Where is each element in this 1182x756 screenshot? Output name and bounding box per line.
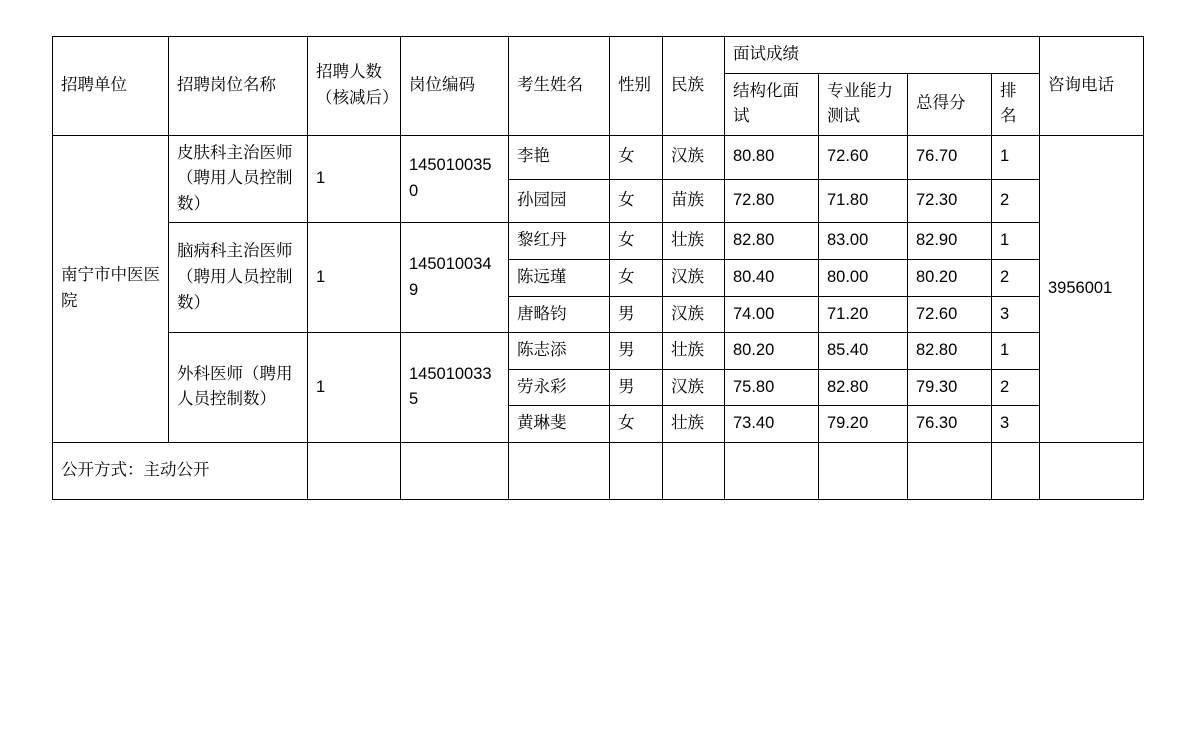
cell-footer-empty-7 (819, 442, 908, 499)
cell-post-name: 脑病科主治医师（聘用人员控制数） (169, 223, 308, 333)
cell-nation: 壮族 (663, 406, 725, 443)
cell-candidate-name: 李艳 (509, 135, 610, 179)
cell-sex: 女 (610, 259, 663, 296)
cell-footer-empty-9 (992, 442, 1040, 499)
header-post: 招聘岗位名称 (169, 37, 308, 136)
cell-footer-empty-8 (908, 442, 992, 499)
table-footer-row (53, 442, 1144, 499)
cell-sex: 男 (610, 369, 663, 406)
cell-total-score: 76.30 (908, 406, 992, 443)
cell-professional-score: 82.80 (819, 369, 908, 406)
cell-sex: 女 (610, 179, 663, 223)
cell-total-score: 82.90 (908, 223, 992, 260)
cell-structured-score: 82.80 (725, 223, 819, 260)
cell-sex: 女 (610, 406, 663, 443)
cell-nation: 汉族 (663, 259, 725, 296)
cell-rank: 2 (992, 259, 1040, 296)
cell-nation: 壮族 (663, 223, 725, 260)
cell-post-code: 1450100349 (401, 223, 509, 333)
cell-total-score: 72.30 (908, 179, 992, 223)
table-row (53, 135, 1144, 179)
cell-candidate-name: 黎红丹 (509, 223, 610, 260)
cell-candidate-name: 劳永彩 (509, 369, 610, 406)
table-body (53, 135, 1144, 499)
cell-nation: 汉族 (663, 296, 725, 333)
cell-structured-score: 75.80 (725, 369, 819, 406)
cell-rank: 3 (992, 296, 1040, 333)
cell-sex: 女 (610, 223, 663, 260)
cell-unit-name: 南宁市中医医院 (53, 135, 169, 442)
cell-structured-score: 72.80 (725, 179, 819, 223)
cell-nation: 汉族 (663, 135, 725, 179)
cell-sex: 男 (610, 333, 663, 370)
cell-professional-score: 71.20 (819, 296, 908, 333)
cell-professional-score: 85.40 (819, 333, 908, 370)
recruitment-results-table (52, 36, 1144, 500)
header-sex: 性别 (610, 37, 663, 136)
cell-rank: 1 (992, 135, 1040, 179)
cell-professional-score: 79.20 (819, 406, 908, 443)
cell-structured-score: 80.80 (725, 135, 819, 179)
cell-post-name: 皮肤科主治医师（聘用人员控制数） (169, 135, 308, 223)
cell-rank: 2 (992, 179, 1040, 223)
cell-professional-score: 83.00 (819, 223, 908, 260)
cell-candidate-name: 陈远瑾 (509, 259, 610, 296)
header-professional-test: 专业能力测试 (819, 73, 908, 135)
cell-footer-empty-2 (401, 442, 509, 499)
cell-nation: 汉族 (663, 369, 725, 406)
cell-structured-score: 80.20 (725, 333, 819, 370)
cell-footer-empty-4 (610, 442, 663, 499)
cell-total-score: 79.30 (908, 369, 992, 406)
cell-professional-score: 71.80 (819, 179, 908, 223)
cell-post-name: 外科医师（聘用人员控制数） (169, 333, 308, 443)
table-row (53, 333, 1144, 370)
cell-structured-score: 80.40 (725, 259, 819, 296)
cell-professional-score: 80.00 (819, 259, 908, 296)
cell-total-score: 76.70 (908, 135, 992, 179)
cell-rank: 2 (992, 369, 1040, 406)
cell-footer-empty-3 (509, 442, 610, 499)
cell-footer-empty-5 (663, 442, 725, 499)
cell-rank: 1 (992, 333, 1040, 370)
cell-rank: 1 (992, 223, 1040, 260)
cell-footer-empty-6 (725, 442, 819, 499)
cell-total-score: 80.20 (908, 259, 992, 296)
header-code: 岗位编码 (401, 37, 509, 136)
cell-recruit-number: 1 (308, 135, 401, 223)
cell-sex: 女 (610, 135, 663, 179)
header-row-top (53, 37, 1144, 74)
header-phone: 咨询电话 (1040, 37, 1144, 136)
cell-phone: 3956001 (1040, 135, 1144, 442)
cell-candidate-name: 陈志添 (509, 333, 610, 370)
cell-candidate-name: 孙园园 (509, 179, 610, 223)
cell-nation: 壮族 (663, 333, 725, 370)
cell-candidate-name: 黄琳斐 (509, 406, 610, 443)
cell-post-code: 1450100335 (401, 333, 509, 443)
cell-structured-score: 74.00 (725, 296, 819, 333)
cell-structured-score: 73.40 (725, 406, 819, 443)
header-nation: 民族 (663, 37, 725, 136)
cell-candidate-name: 唐略钧 (509, 296, 610, 333)
header-number: 招聘人数（核减后） (308, 37, 401, 136)
cell-footer-note: 公开方式：主动公开 (53, 442, 308, 499)
header-unit: 招聘单位 (53, 37, 169, 136)
header-total-score: 总得分 (908, 73, 992, 135)
header-candidate-name: 考生姓名 (509, 37, 610, 136)
cell-footer-empty-1 (308, 442, 401, 499)
header-rank: 排名 (992, 73, 1040, 135)
cell-post-code: 1450100350 (401, 135, 509, 223)
header-interview-score-group: 面试成绩 (725, 37, 1040, 74)
cell-total-score: 82.80 (908, 333, 992, 370)
cell-recruit-number: 1 (308, 223, 401, 333)
header-structured-interview: 结构化面试 (725, 73, 819, 135)
cell-footer-empty-10 (1040, 442, 1144, 499)
table-row (53, 223, 1144, 260)
cell-recruit-number: 1 (308, 333, 401, 443)
cell-total-score: 72.60 (908, 296, 992, 333)
cell-sex: 男 (610, 296, 663, 333)
cell-professional-score: 72.60 (819, 135, 908, 179)
table-header (53, 37, 1144, 136)
cell-nation: 苗族 (663, 179, 725, 223)
cell-rank: 3 (992, 406, 1040, 443)
